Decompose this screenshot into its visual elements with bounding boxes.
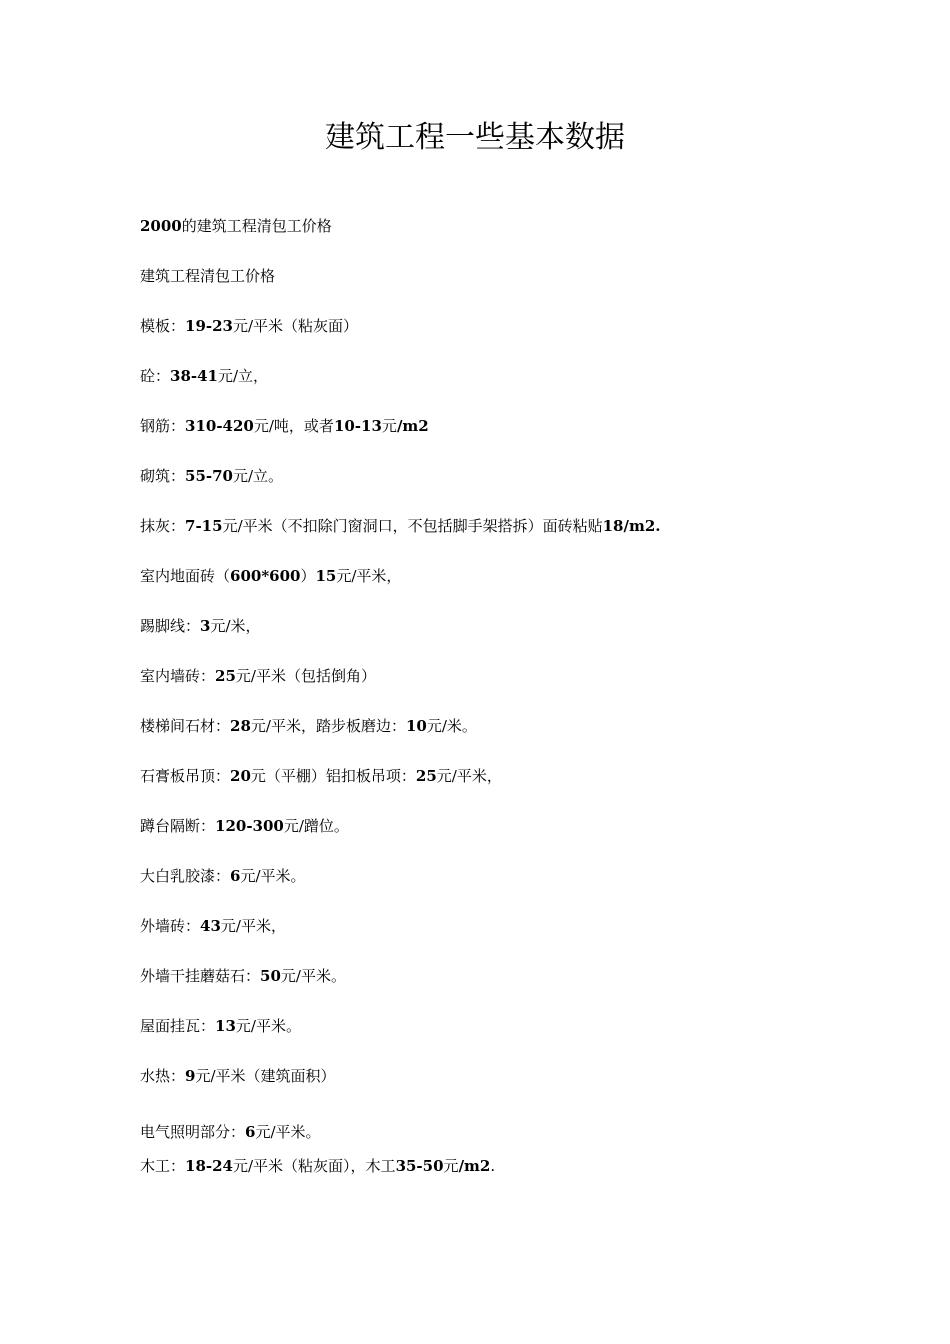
line-value: 18/m2. (602, 517, 661, 535)
price-line (140, 516, 661, 536)
line-text: 砌筑： (140, 467, 186, 485)
line-text: 元/立， (218, 367, 269, 385)
price-line (140, 1016, 301, 1036)
line-text: 屋面挂瓦： (140, 1017, 216, 1035)
line-text: 抹灰： (140, 517, 186, 535)
line-text: 元/平米， (436, 767, 502, 785)
line-text: 钢筋： (140, 417, 186, 435)
line-text: 楼梯间石材： (140, 717, 231, 735)
line-value: 9 (185, 1067, 196, 1085)
line-value: 10 (405, 717, 427, 735)
price-line (140, 716, 477, 736)
line-value: 15 (315, 567, 337, 585)
line-value: 6 (230, 867, 241, 885)
line-value: 13 (215, 1017, 236, 1035)
line-value: 7-15 (185, 517, 223, 535)
line-text: 元 (381, 417, 397, 435)
line-value: 35-50 (395, 1157, 444, 1175)
line-value: 6 (245, 1123, 256, 1141)
price-line (140, 966, 346, 986)
document-title: 建筑工程一些基本数据 (325, 120, 625, 155)
price-line (140, 666, 376, 686)
line-text: 元/立。 (233, 467, 284, 485)
line-text: 元/平米， (220, 917, 286, 935)
price-line (140, 466, 283, 486)
line-text: 踢脚线： (140, 617, 201, 635)
price-line (140, 1122, 321, 1142)
price-line (140, 566, 401, 586)
price-line (140, 316, 358, 336)
line-text: 元/平米（包括倒角） (235, 667, 376, 685)
line-text: 蹲台隔断： (140, 817, 216, 835)
line-text: 大白乳胶漆： (140, 867, 231, 885)
price-line (140, 916, 286, 936)
line-text: 元/蹭位。 (283, 817, 349, 835)
line-text: 电气照明部分： (140, 1123, 246, 1141)
price-line (140, 366, 268, 386)
line-text: 外墙干挂蘑菇石： (140, 967, 261, 985)
line-value: 3 (200, 617, 211, 635)
line-text: 元/平米（不扣除门窗洞口，不包括脚手架搭拆）面砖粘贴 (222, 517, 603, 535)
line-text: 石膏板吊顶： (140, 767, 231, 785)
price-line (140, 1156, 495, 1176)
line-value: 25 (215, 667, 236, 685)
price-line (140, 416, 429, 436)
line-value: 28 (230, 717, 251, 735)
price-line (140, 616, 261, 636)
line-text: 元/平米。 (235, 1017, 301, 1035)
line-text: 元 (443, 1157, 459, 1175)
line-value: 18-24 (185, 1157, 233, 1175)
line-text: 建筑工程清包工价格 (140, 267, 276, 285)
price-line (140, 216, 332, 236)
line-text: 的建筑工程清包工价格 (181, 217, 332, 235)
line-value: 310-420 (185, 417, 254, 435)
line-text: 元/米。 (426, 717, 477, 735)
price-line (140, 766, 502, 786)
line-text: ） (300, 567, 316, 585)
price-line (140, 1066, 336, 1086)
line-text: 元/平米（建筑面积） (195, 1067, 336, 1085)
line-text: 模板： (140, 317, 186, 335)
line-value: 50 (260, 967, 281, 985)
line-value: /m2 (458, 1157, 491, 1175)
line-text: 木工： (140, 1157, 186, 1175)
price-line (140, 866, 306, 886)
line-text: 室内地面砖（ (140, 567, 231, 585)
line-value: 25 (415, 767, 437, 785)
line-value: 600*600 (230, 567, 301, 585)
line-text: . (490, 1157, 496, 1175)
line-text: 外墙砖： (140, 917, 201, 935)
line-text: 室内墙砖： (140, 667, 216, 685)
line-text: 元/平米（粘灰面），木工 (233, 1157, 396, 1175)
line-text: 水热： (140, 1067, 186, 1085)
line-text: 元/吨，或者 (253, 417, 334, 435)
line-text: 元/平米。 (255, 1123, 321, 1141)
line-text: 元/平米（粘灰面） (233, 317, 359, 335)
line-text: 元/米， (210, 617, 261, 635)
line-text: 砼： (140, 367, 171, 385)
line-text: 元/平米， (336, 567, 402, 585)
line-text: 元（平棚）铝扣板吊项： (250, 767, 416, 785)
line-value: 120-300 (215, 817, 284, 835)
line-value: 38-41 (170, 367, 218, 385)
line-value: 55-70 (185, 467, 233, 485)
price-line (140, 266, 275, 286)
line-value: 2000 (140, 217, 182, 235)
line-value: 43 (200, 917, 221, 935)
line-value: /m2 (396, 417, 429, 435)
line-text: 元/平米，踏步板磨边： (250, 717, 406, 735)
line-value: 20 (230, 767, 251, 785)
line-text: 元/平米。 (240, 867, 306, 885)
line-value: 19-23 (185, 317, 233, 335)
line-text: 元/平米。 (280, 967, 346, 985)
price-line (140, 816, 349, 836)
line-value: 10-13 (333, 417, 382, 435)
